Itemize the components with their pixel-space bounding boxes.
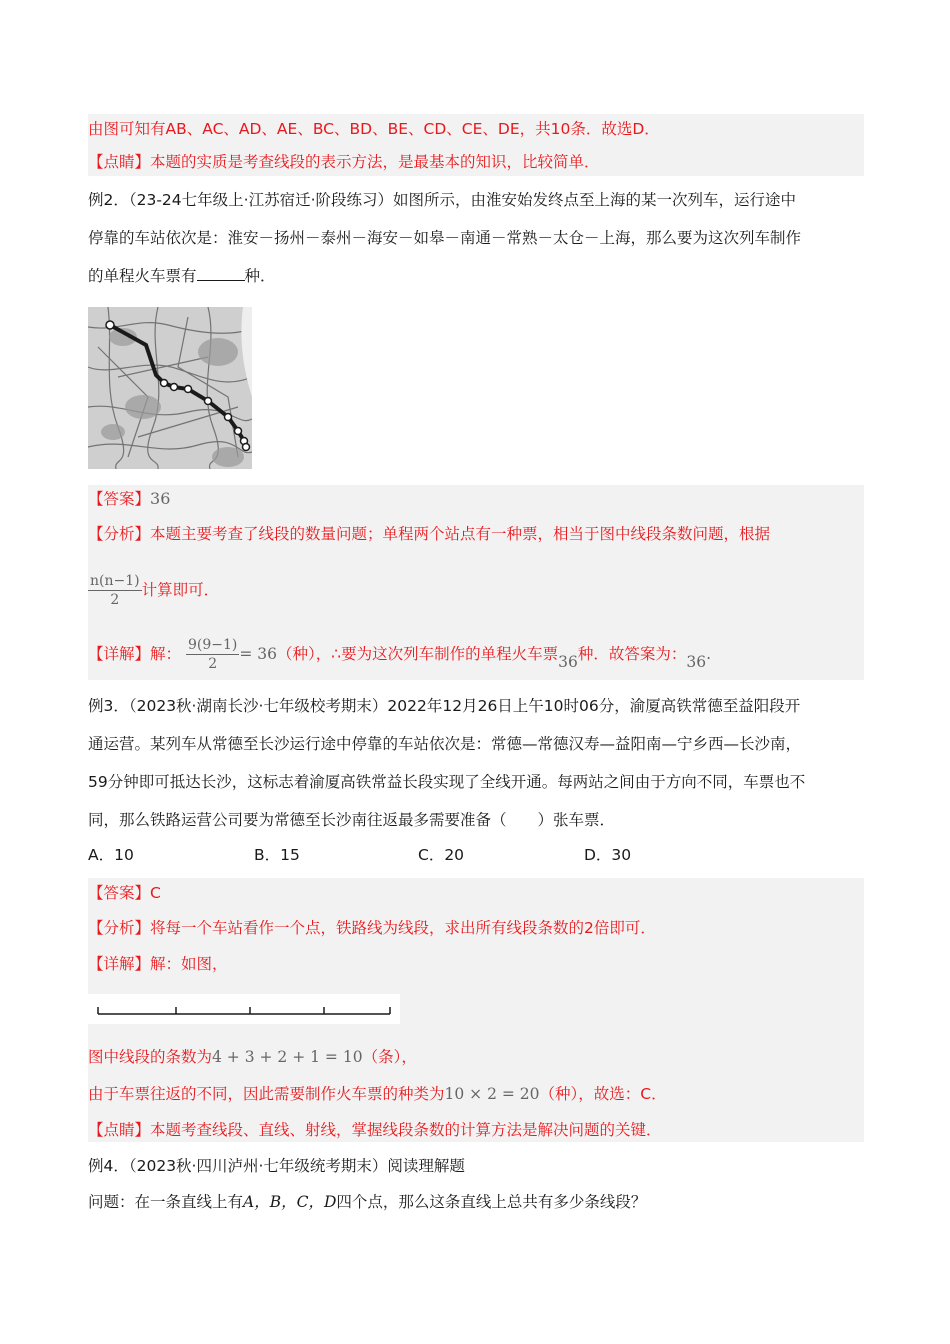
answer-blank: [197, 264, 245, 281]
formula-numerator: n(n−1): [90, 573, 140, 589]
ex2-detail-text: （种），∴要为这次列车制作的单程火车票: [277, 645, 559, 663]
ex3-question-line4: 同，那么铁路运营公司要为常德至长沙南往返最多需要准备（ ）张车票．: [88, 811, 616, 829]
ex3-detail: [88, 952, 228, 976]
ex3-count-unit: （条），: [362, 1048, 417, 1066]
ex3-count-line: [88, 1045, 417, 1069]
ex2-question-text: 的单程火车票有: [88, 267, 197, 285]
ex2-detail-fraction: [186, 636, 239, 673]
ex2-answer-value: 36: [150, 489, 171, 508]
ex3-question-line1: 例3．（2023秋·湖南长沙·七年级校考期末）2022年12月26日上午10时06分，渝厦高铁常德至益阳段开: [88, 697, 801, 715]
ex3-question-line2: 通运营。某列车从常德至长沙运行途中停靠的车站依次是：常德—常德汉寿—益阳南—宁乡西—长沙南，: [88, 735, 802, 753]
ex2-detail-end: .: [706, 645, 712, 663]
option-d: D．30: [584, 846, 632, 864]
detail-denominator: 2: [208, 656, 218, 672]
ex3-ticket-conclusion: （种），故选：C．: [539, 1085, 667, 1103]
ex2-detail-text2: 种．故答案为：: [577, 645, 687, 663]
ex4-question-line2: [88, 1190, 646, 1214]
ex3-detail-text: 解：如图，: [150, 955, 228, 973]
ex3-ticket-line: [88, 1082, 667, 1106]
ex3-answer-value: C: [150, 884, 161, 902]
ex1-comment: [88, 150, 600, 174]
option-c: C．20: [418, 846, 465, 864]
ex3-analysis-text: 将每一个车站看作一个点，铁路线为线段，求出所有线段条数的2倍即可．: [150, 919, 656, 937]
ex3-comment-text: 本题考查线段、直线、射线，掌握线段条数的计算方法是解决问题的关键．: [150, 1121, 662, 1139]
option-b: B．15: [254, 846, 300, 864]
ex2-question-line1: 例2．（23-24七年级上·江苏宿迁·阶段练习）如图所示，由淮安始发终点至上海的某一次列车，运行途中: [88, 191, 797, 209]
ex3-ticket-expression: 10 × 2 = 20: [444, 1085, 540, 1103]
answer-tag: 【答案】: [88, 490, 151, 508]
ex3-comment: [88, 1118, 662, 1142]
ex2-detail-value: 36: [558, 653, 578, 671]
ex2-question-unit: 种．: [244, 267, 276, 285]
ex2-detail-equation: = 36: [239, 645, 277, 663]
segment-line-graphic: [88, 994, 400, 1024]
ex2-formula-note: 计算即可．: [141, 581, 220, 599]
ex4-question-text2: 四个点，那么这条直线上总共有多少条线段？: [336, 1193, 647, 1211]
ex3-count-expression: 4 + 3 + 2 + 1 = 10: [212, 1048, 363, 1066]
ex2-detail: [88, 632, 711, 676]
ex1-comment-text: 本题的实质是考查线段的表示方法，是最基本的知识，比较简单．: [150, 153, 600, 171]
comment-tag: 【点睛】: [88, 1121, 151, 1139]
segment-figure: [88, 994, 400, 1024]
ex2-analysis: [88, 522, 770, 546]
ex4-question-text: 问题：在一条直线上有: [88, 1193, 244, 1211]
ex3-ticket-text: 由于车票往返的不同，因此需要制作火车票的种类为: [88, 1085, 445, 1103]
answer-tag: 【答案】: [88, 884, 151, 902]
ex3-question-line3: 59分钟即可抵达长沙，这标志着渝厦高铁常益长段实现了全线开通。每两站之间由于方向不同，车票也不: [88, 773, 806, 791]
ex2-question-line2: 停靠的车站依次是：淮安－扬州－泰州－海安－如皋－南通－常熟－太仓－上海，那么要为这次列车制作: [88, 229, 802, 247]
ex2-detail-pre: 解：: [150, 645, 182, 663]
option-a: A．10: [88, 846, 134, 864]
detail-tag: 【详解】: [88, 645, 151, 663]
analysis-tag: 【分析】: [88, 919, 151, 937]
ex2-analysis-text: 本题主要考查了线段的数量问题；单程两个站点有一种票，相当于图中线段条数问题，根据: [150, 525, 771, 543]
detail-tag: 【详解】: [88, 955, 151, 973]
formula-denominator: 2: [110, 592, 120, 608]
segment-count-formula: [88, 572, 142, 609]
ex1-solution-text: 由图可知有AB、AC、AD、AE、BC、BD、BE、CD、CE、DE，共10条．故选D．: [88, 120, 660, 138]
ex4-point-labels: A，B，C，D: [243, 1193, 337, 1211]
ex3-count-text: 图中线段的条数为: [88, 1048, 213, 1066]
railway-map-image: [88, 307, 252, 469]
railway-map-graphic: [88, 307, 252, 469]
ex2-formula-line: [88, 568, 219, 612]
ex3-analysis: [88, 916, 656, 940]
analysis-tag: 【分析】: [88, 525, 151, 543]
ex3-answer: [88, 881, 161, 905]
ex2-question-line3: [88, 264, 276, 288]
ex2-answer: [88, 487, 170, 511]
detail-numerator: 9(9−1): [187, 637, 238, 653]
ex2-detail-value2: 36: [686, 653, 707, 671]
comment-tag: 【点睛】: [88, 153, 151, 171]
ex4-question-line1: 例4．（2023秋·四川泸州·七年级统考期末）阅读理解题: [88, 1157, 465, 1175]
